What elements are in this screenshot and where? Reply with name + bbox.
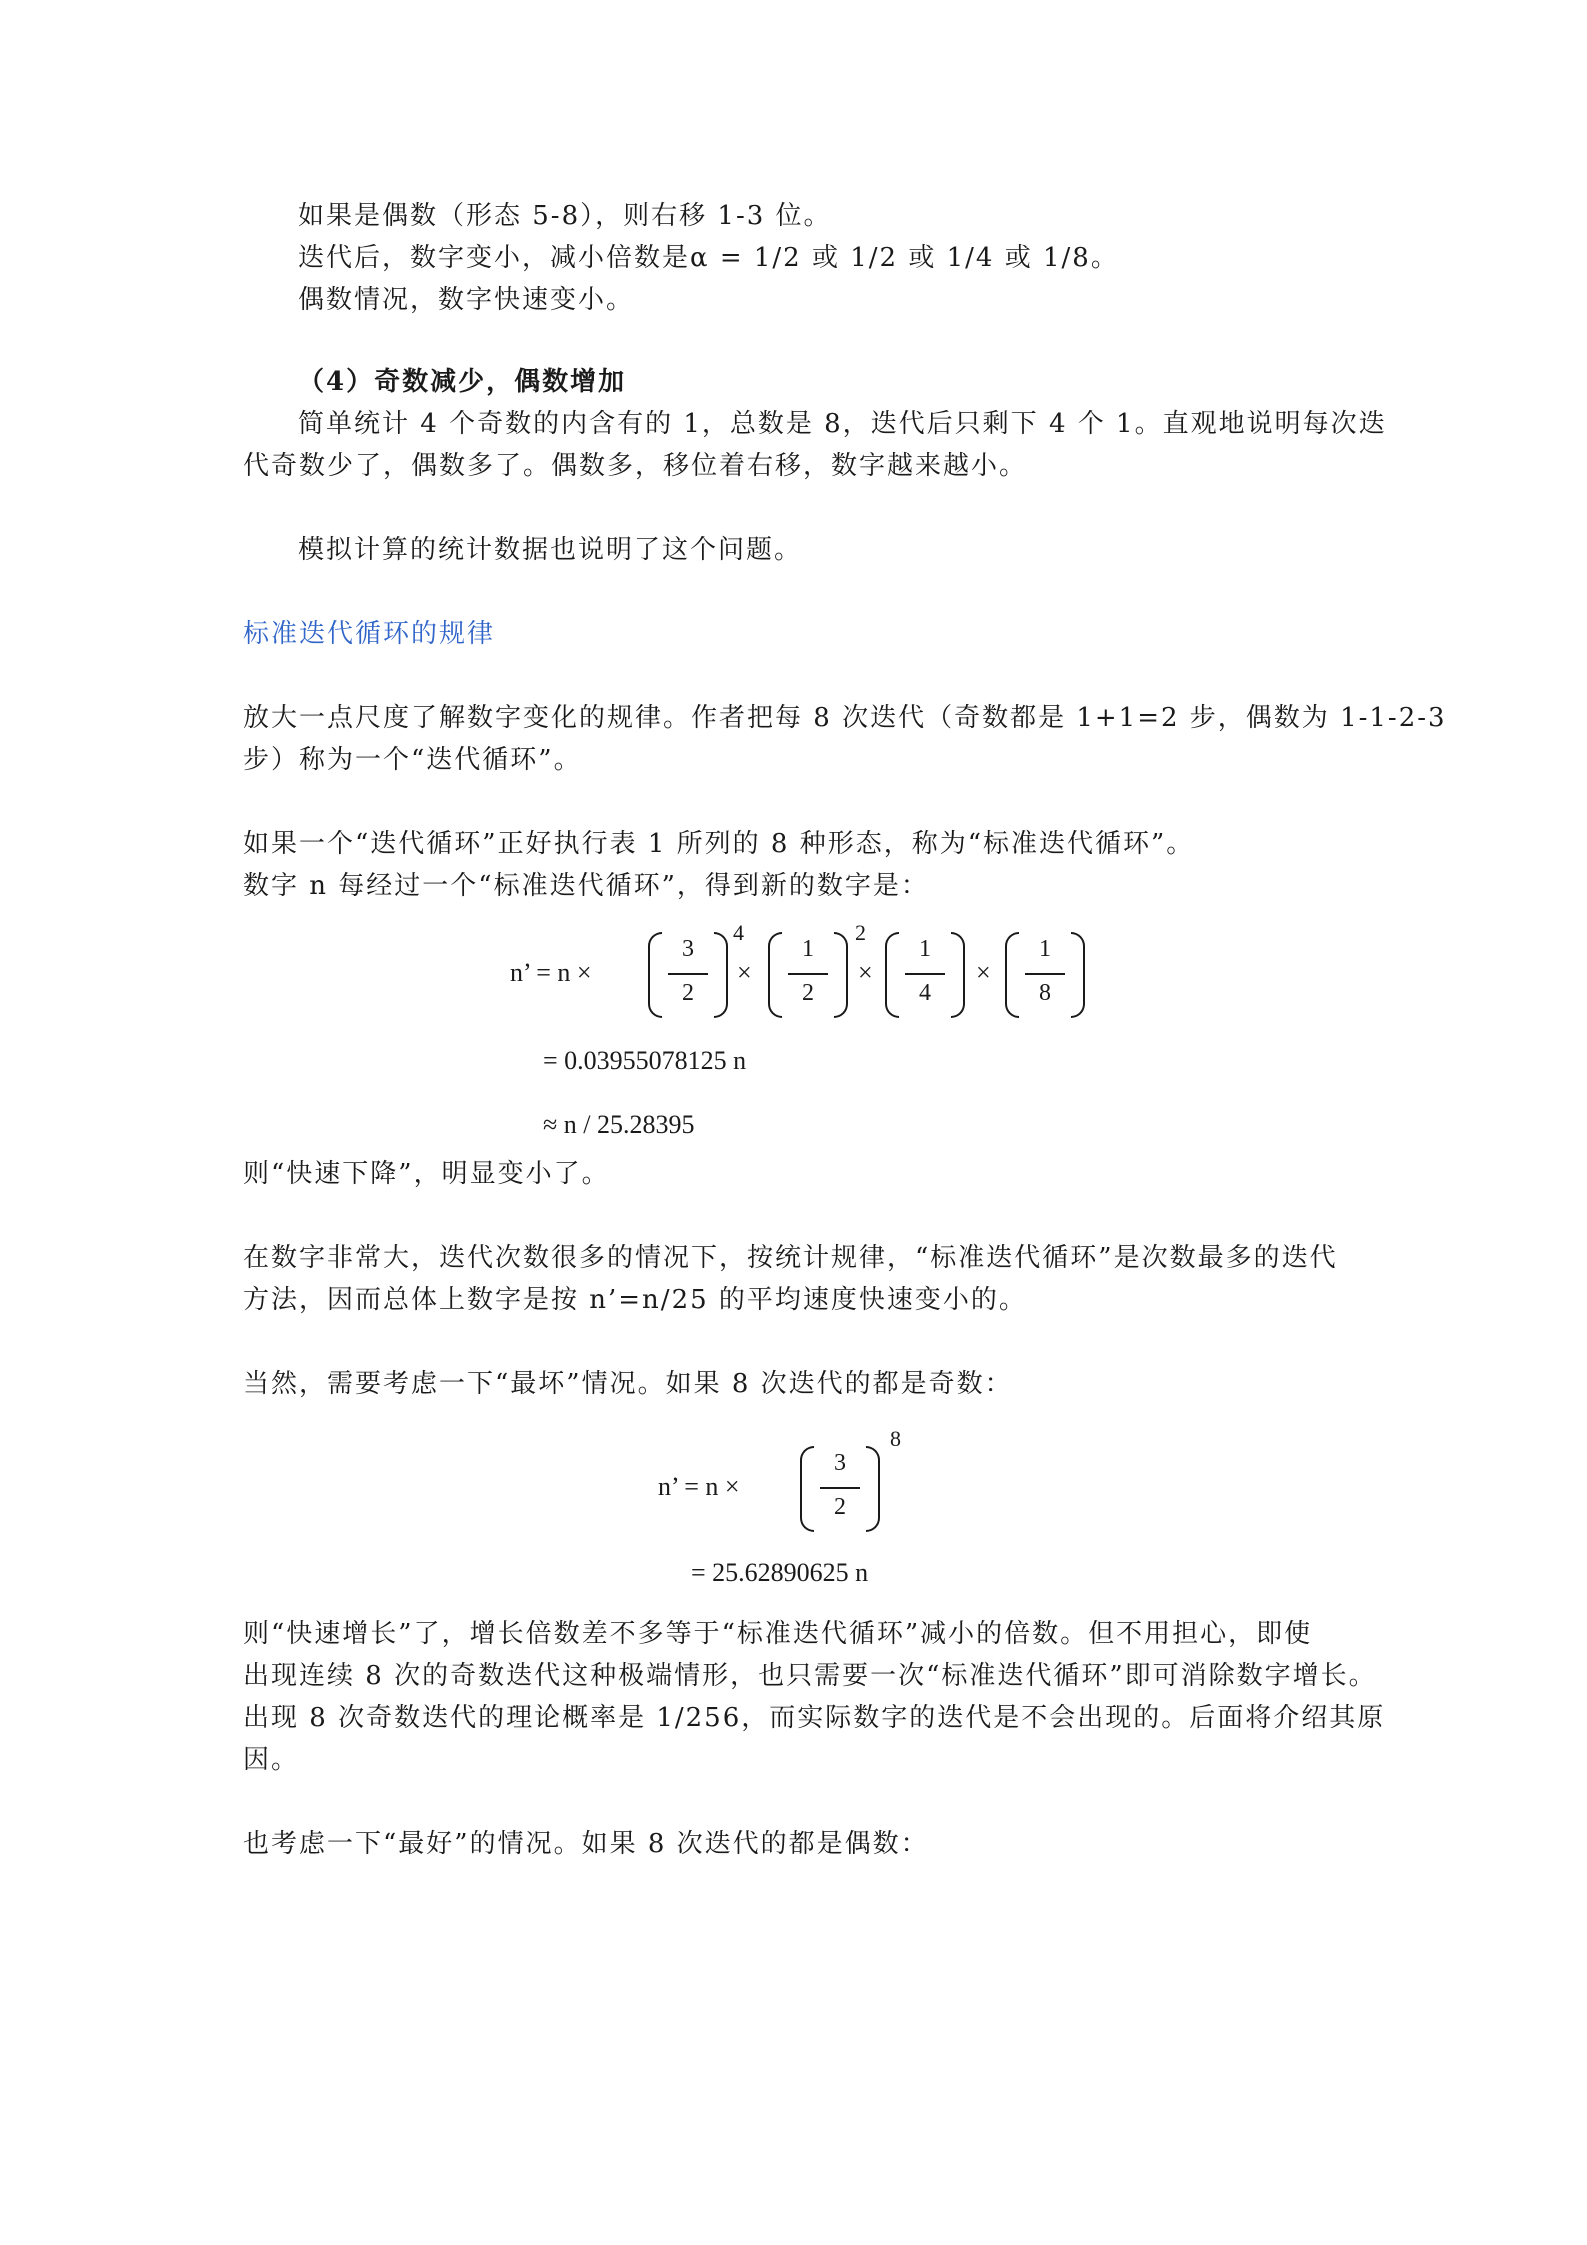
paragraph-reduction-factor: 迭代后，数字变小，减小倍数是α = 1/2 或 1/2 或 1/4 或 1/8。 — [298, 243, 1119, 273]
paragraph-fast-growth-line3: 出现 8 次奇数迭代的理论概率是 1/256，而实际数字的迭代是不会出现的。后面将介绍其原 — [243, 1703, 1386, 1733]
paragraph-fast-growth-line2: 出现连续 8 次的奇数迭代这种极端情形，也只需要一次“标准迭代循环”即可消除数字增长。 — [243, 1661, 1377, 1691]
fraction-denominator: 2 — [682, 980, 694, 1006]
equation1-lhs: n’ = n × — [510, 958, 592, 987]
fraction-denominator: 2 — [834, 1494, 846, 1520]
paragraph-even-shift: 如果是偶数（形态 5-8），则右移 1-3 位。 — [298, 201, 832, 231]
exponent: 8 — [890, 1426, 901, 1451]
equation1-result-approx: ≈ n / 25.28395 — [543, 1110, 695, 1139]
paragraph-worst-case: 当然，需要考虑一下“最坏”情况。如果 8 次迭代的都是奇数： — [243, 1369, 1013, 1399]
equation2-lhs: n’ = n × — [658, 1472, 740, 1501]
heading-odd-decrease: （4）奇数减少，偶数增加 — [298, 367, 627, 397]
equation2-result: = 25.62890625 n — [691, 1558, 869, 1587]
paragraph-fast-growth-line4: 因。 — [243, 1745, 300, 1775]
paragraph-large-numbers-line1: 在数字非常大，迭代次数很多的情况下，按统计规律，“标准迭代循环”是次数最多的迭代 — [243, 1243, 1338, 1273]
fraction-numerator: 1 — [1039, 936, 1051, 962]
paragraph-scale-line1: 放大一点尺度了解数字变化的规律。作者把每 8 次迭代（奇数都是 1+1=2 步，偶数为 1-1-2-3 — [243, 703, 1447, 733]
paragraph-large-numbers-line2: 方法，因而总体上数字是按 n’=n/25 的平均速度快速变小的。 — [243, 1285, 1027, 1315]
fraction-1-over-8 — [1005, 932, 1085, 1016]
section-link-standard-cycle[interactable]: 标准迭代循环的规律 — [243, 619, 496, 649]
fraction-3-over-2 — [800, 1446, 880, 1530]
fraction-numerator: 1 — [919, 936, 931, 962]
paragraph-even-case: 偶数情况，数字快速变小。 — [298, 285, 635, 315]
paragraph-count-line1: 简单统计 4 个奇数的内含有的 1，总数是 8，迭代后只剩下 4 个 1。直观地说明每次迭 — [298, 409, 1387, 439]
fraction-denominator: 2 — [802, 980, 814, 1006]
exponent: 2 — [855, 920, 866, 945]
paragraph-scale-line2: 步）称为一个“迭代循环”。 — [243, 745, 582, 775]
fraction-1-over-4 — [885, 932, 965, 1016]
paragraph-simulation: 模拟计算的统计数据也说明了这个问题。 — [298, 535, 803, 565]
paragraph-best-case: 也考虑一下“最好”的情况。如果 8 次迭代的都是偶数： — [243, 1829, 929, 1859]
equation1-result-exact: = 0.03955078125 n — [543, 1046, 747, 1075]
times-sign: × — [858, 958, 873, 987]
fraction-denominator: 4 — [919, 980, 931, 1006]
fraction-numerator: 1 — [802, 936, 814, 962]
paragraph-fast-growth-line1: 则“快速增长”了，增长倍数差不多等于“标准迭代循环”减小的倍数。但不用担心，即使 — [243, 1619, 1313, 1649]
fraction-3-over-2 — [648, 932, 728, 1016]
paragraph-standard-cycle-def: 如果一个“迭代循环”正好执行表 1 所列的 8 种形态，称为“标准迭代循环”。 — [243, 829, 1195, 859]
fraction-denominator: 8 — [1039, 980, 1051, 1006]
times-sign: × — [737, 958, 752, 987]
fraction-1-over-2 — [768, 932, 848, 1016]
times-sign: × — [976, 958, 991, 987]
fraction-numerator: 3 — [682, 936, 694, 962]
exponent: 4 — [733, 920, 744, 945]
paragraph-count-line2: 代奇数少了，偶数多了。偶数多，移位着右移，数字越来越小。 — [243, 451, 1028, 481]
fraction-numerator: 3 — [834, 1450, 846, 1476]
paragraph-new-number: 数字 n 每经过一个“标准迭代循环”，得到新的数字是： — [243, 871, 929, 901]
paragraph-fast-decrease: 则“快速下降”，明显变小了。 — [243, 1159, 610, 1189]
